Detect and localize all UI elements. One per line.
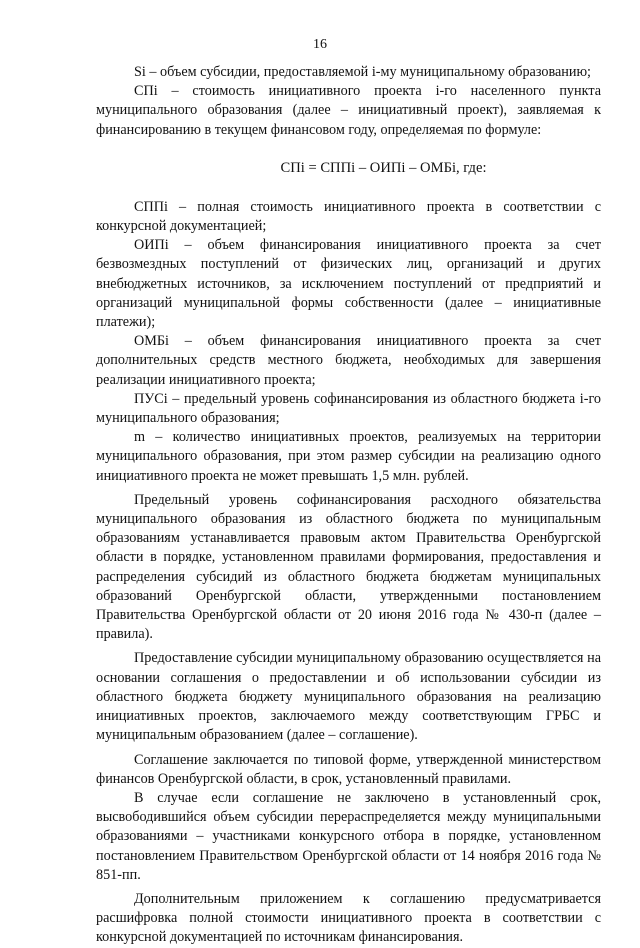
document-body [96, 63, 601, 948]
page-number: 16 [313, 37, 327, 52]
formula-spi: СПi = СППi – ОИПi – ОМБi, где: [280, 159, 487, 176]
paragraph-ombi-definition: ОМБi – объем финансирования инициативного проекта за счет дополнительных средств местного бюджета, необходимых для завершения реализации инициативного проекта; [96, 333, 601, 388]
paragraph-pusi-definition: ПУСi – предельный уровень софинансирования из областного бюджета i-го муниципального образования; [96, 390, 601, 427]
paragraph-oipi-definition: ОИПi – объем финансирования инициативного проекта за счет безвозмездных поступлений от физических лиц, организаций и других внебюджетных источников, за исключением поступлений от предприятий и организаций муниципальной формы собственности (далее – инициативные платежи); [96, 237, 601, 331]
paragraph-m-definition: m – количество инициативных проектов, реализуемых на территории муниципального образования, при этом размер субсидии на реализацию одного инициативного проекта не может превышать 1,5 млн. рублей. [96, 429, 601, 484]
paragraph-subsidy-provision: Предоставление субсидии муниципальному образованию осуществляется на основании соглашения о предоставлении и об использовании субсидии из областного бюджета бюджету муниципального образования на реализацию инициативных проектов, заключаемого между соответствующим ГРБС и муниципальным образованием (далее – соглашение). [96, 650, 601, 744]
paragraph-additional-appendix: Дополнительным приложением к соглашению предусматривается расшифровка полной стоимости инициативного проекта в соответствии с конкурсной документацией по источникам финансирования. [96, 890, 601, 946]
paragraph-agreement-not-concluded: В случае если соглашение не заключено в установленный срок, высвободившийся объем субсидии перераспределяется между муниципальными образованиями – участниками конкурсного отбора в порядке, установленном постановлением Правительством Оренбургской области от 14 ноября 2016 года № 851-пп. [96, 789, 601, 883]
paragraph-sppi-definition: СППi – полная стоимость инициативного проекта в соответствии с конкурсной документацией; [96, 198, 601, 235]
paragraph-agreement-form: Соглашение заключается по типовой форме, утвержденной министерством финансов Оренбургской области, в срок, установленный правилами. [96, 751, 601, 787]
paragraph-si-definition: Si – объем субсидии, предоставляемой i-му муниципальному образованию; [134, 64, 591, 80]
paragraph-cofinancing-level: Предельный уровень софинансирования расходного обязательства муниципального образования из областного бюджета по муниципальным образованиям устанавливается правовым актом Правительства Оренбургской области в порядке, установленном правилами формирования, предоставления и распределения субсидий из областного бюджета бюджетам муниципальных образований Оренбургской области, утвержденными постановлением Правительства Оренбургской области от 20 июня 2016 года № 430-п (далее – правила). [96, 491, 601, 643]
paragraph-spi-definition: СПi – стоимость инициативного проекта i-го населенного пункта муниципального образования (далее – инициативный проект), заявляемая к финансированию в текущем финансовом году, определяемая по формуле: [96, 83, 601, 138]
